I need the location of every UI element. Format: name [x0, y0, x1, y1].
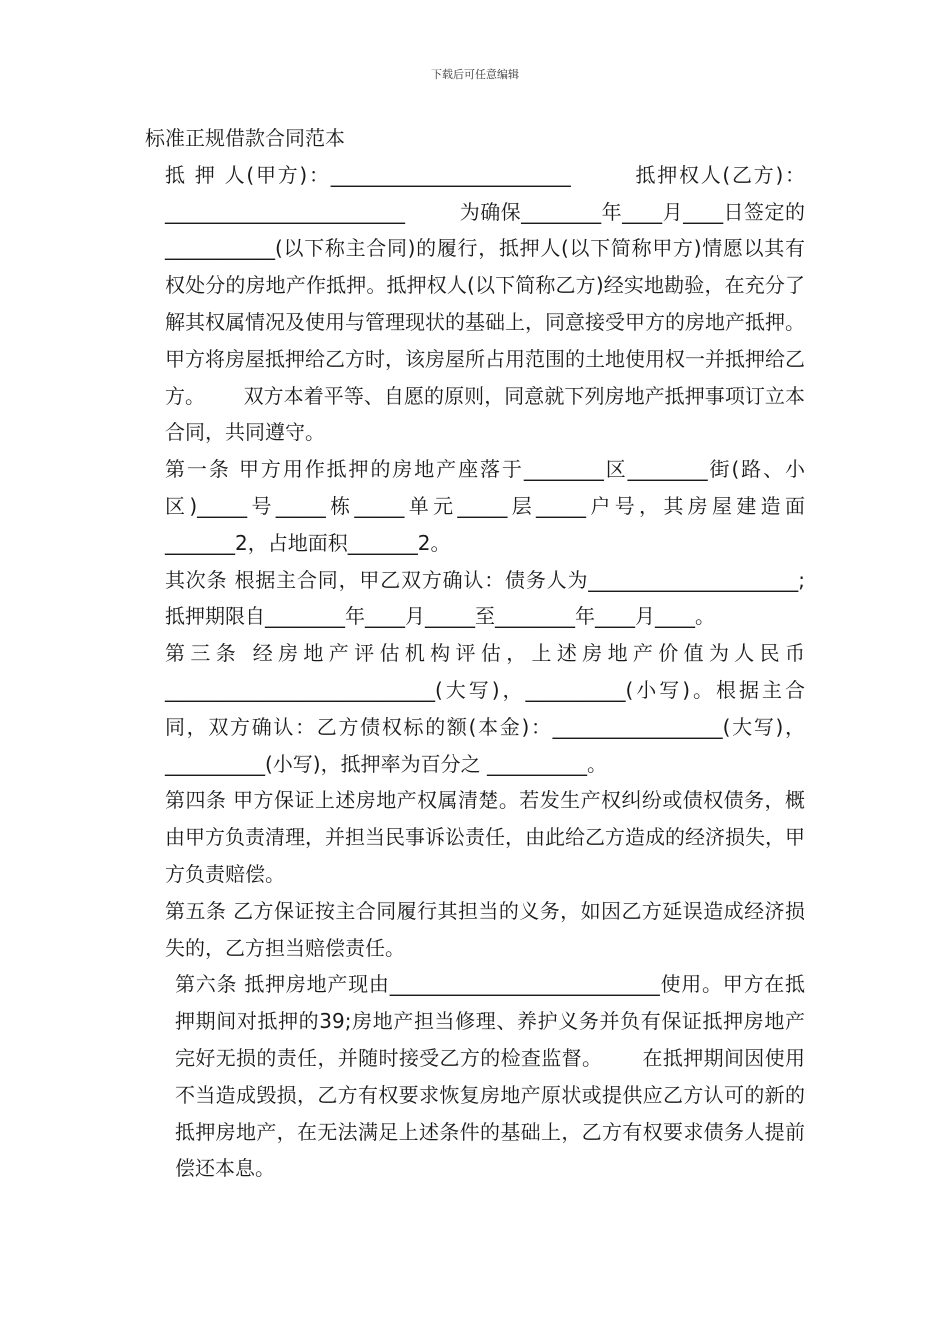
article-2-paragraph: 其次条 根据主合同，甲乙双方确认：债务人为_____________________;抵押期限自________年____月_____至________年____月____。	[165, 567, 805, 629]
document-body	[145, 120, 844, 1187]
page-header-note: 下载后可任意编辑	[431, 68, 519, 81]
article-6-paragraph: 第六条 抵押房地产现由___________________________使用。甲方在抵押期间对抵押的39;房地产担当修理、养护义务并负有保证抵押房地产完好无损的责任，并随时接受乙方的检查监督。 在抵押期间因使用不当造成毁损，乙方有权要求恢复房地产原状或提供应乙方认可的新的抵押房地产，在无法满足上述条件的基础上，乙方有权要求债务人提前偿还本息。	[175, 972, 805, 1181]
parties-paragraph: 抵 押 人(甲方)：________________________ 抵押权人(乙方)：________________________ 为确保________年____月____日签定的___________(以下称主合同)的履行，抵押人(以下简称甲方)情愿以其有权处分的房地产作抵押。抵押权人(以下简称乙方)经实地勘验，在充分了解其权属情况及使用与管理现状的基础上，同意接受甲方的房地产抵押。 甲方将房屋抵押给乙方时，该房屋所占用范围的土地使用权一并抵押给乙方。 双方本着平等、自愿的原则，同意就下列房地产抵押事项订立本合同，共同遵守。	[165, 162, 844, 445]
article-1-paragraph: 第一条 甲方用作抵押的房地产座落于________区________街(路、小区)_____号_____栋_____单元_____层_____户号，其房屋建造面_______2，占地面积_______2。	[165, 457, 805, 555]
article-5-paragraph: 第五条 乙方保证按主合同履行其担当的义务，如因乙方延误造成经济损失的，乙方担当赔偿责任。	[165, 898, 805, 960]
document-title: 标准正规借款合同范本	[145, 126, 345, 150]
article-4-paragraph: 第四条 甲方保证上述房地产权属清楚。若发生产权纠纷或债权债务，概由甲方负责清理，并担当民事诉讼责任，由此给乙方造成的经济损失，甲方负责赔偿。	[165, 788, 805, 886]
article-3-paragraph: 第三条 经房地产评估机构评估，上述房地产价值为人民币___________________________(大写)，__________(小写)。根据主合同，双方确认：乙方债权标的额(本金)：_________________(大写)，__________(小写)，抵押率为百分之 __________。	[165, 641, 805, 776]
